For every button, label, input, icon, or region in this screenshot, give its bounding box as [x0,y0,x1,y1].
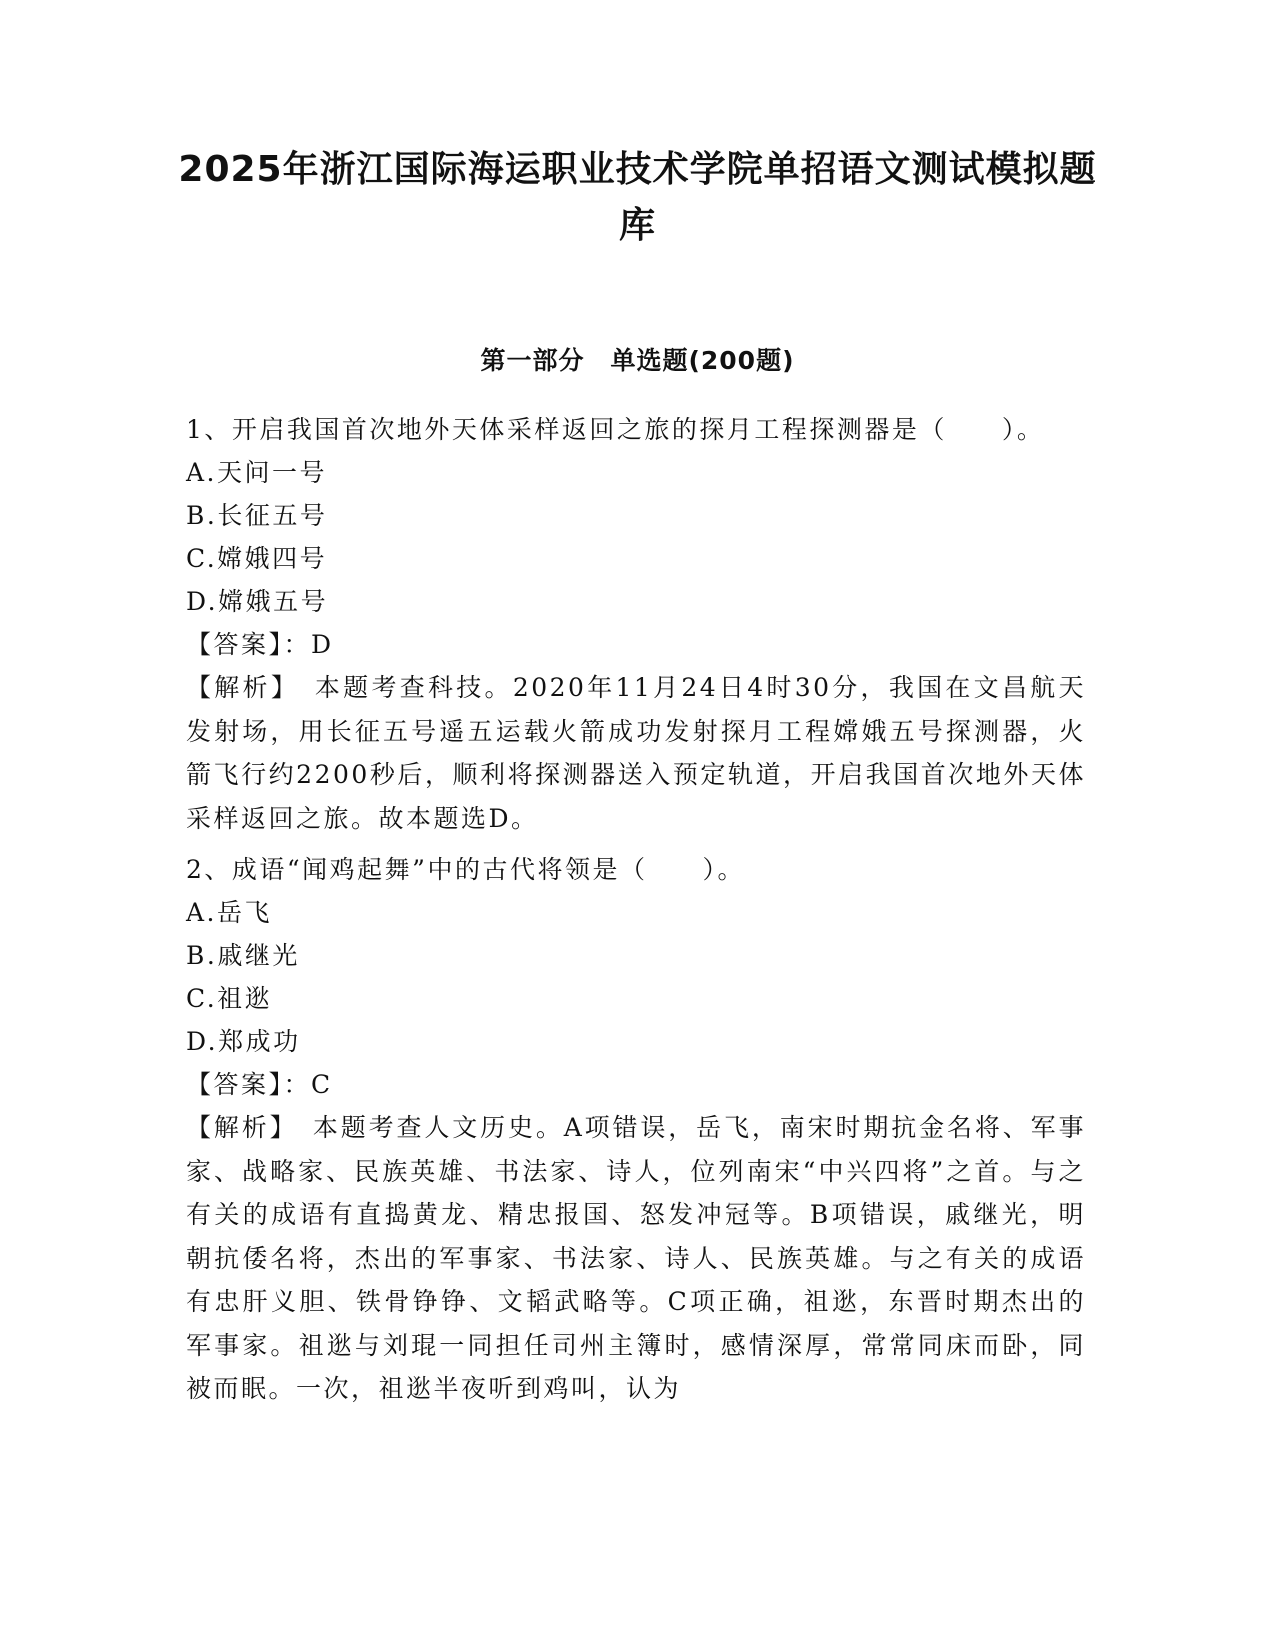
option-b: B.戚继光 [186,941,300,970]
option-a: A.岳飞 [186,898,273,927]
answer-line: 【答案】：D [186,630,334,659]
option-d: D.郑成功 [186,1027,301,1056]
question-item [186,848,1086,1411]
question-stem: 2、成语“闻鸡起舞”中的古代将领是（ ）。 [186,855,745,884]
option-a: A.天问一号 [186,458,328,487]
document-title: 2025年浙江国际海运职业技术学院单招语文测试模拟题库 [178,149,1097,246]
option-c: C.嫦娥四号 [186,544,328,573]
option-b: B.长征五号 [186,501,328,530]
question-list [186,408,1086,1411]
explanation-text: 【解析】 本题考查科技。2020年11月24日4时30分，我国在文昌航天发射场，用长征五号遥五运载火箭成功发射探月工程嫦娥五号探测器，火箭飞行约2200秒后，顺利将探测器送入预定轨道，开启我国首次地外天体采样返回之旅。故本题选D。 [186,673,1086,833]
answer-line: 【答案】：C [186,1070,333,1099]
option-d: D.嫦娥五号 [186,587,329,616]
option-c: C.祖逖 [186,984,273,1013]
question-stem: 1、开启我国首次地外天体采样返回之旅的探月工程探测器是（ ）。 [186,415,1045,444]
question-item [186,408,1086,840]
section-heading: 第一部分 单选题(200题) [480,346,795,375]
explanation-text: 【解析】 本题考查人文历史。A项错误，岳飞，南宋时期抗金名将、军事家、战略家、民族英雄、书法家、诗人，位列南宋“中兴四将”之首。与之有关的成语有直捣黄龙、精忠报国、怒发冲冠等。B项错误，戚继光，明朝抗倭名将，杰出的军事家、书法家、诗人、民族英雄。与之有关的成语有忠肝义胆、铁骨铮铮、文韬武略等。C项正确，祖逖，东晋时期杰出的军事家。祖逖与刘琨一同担任司州主簿时，感情深厚，常常同床而卧，同被而眠。一次，祖逖半夜听到鸡叫，认为 [186,1113,1086,1403]
